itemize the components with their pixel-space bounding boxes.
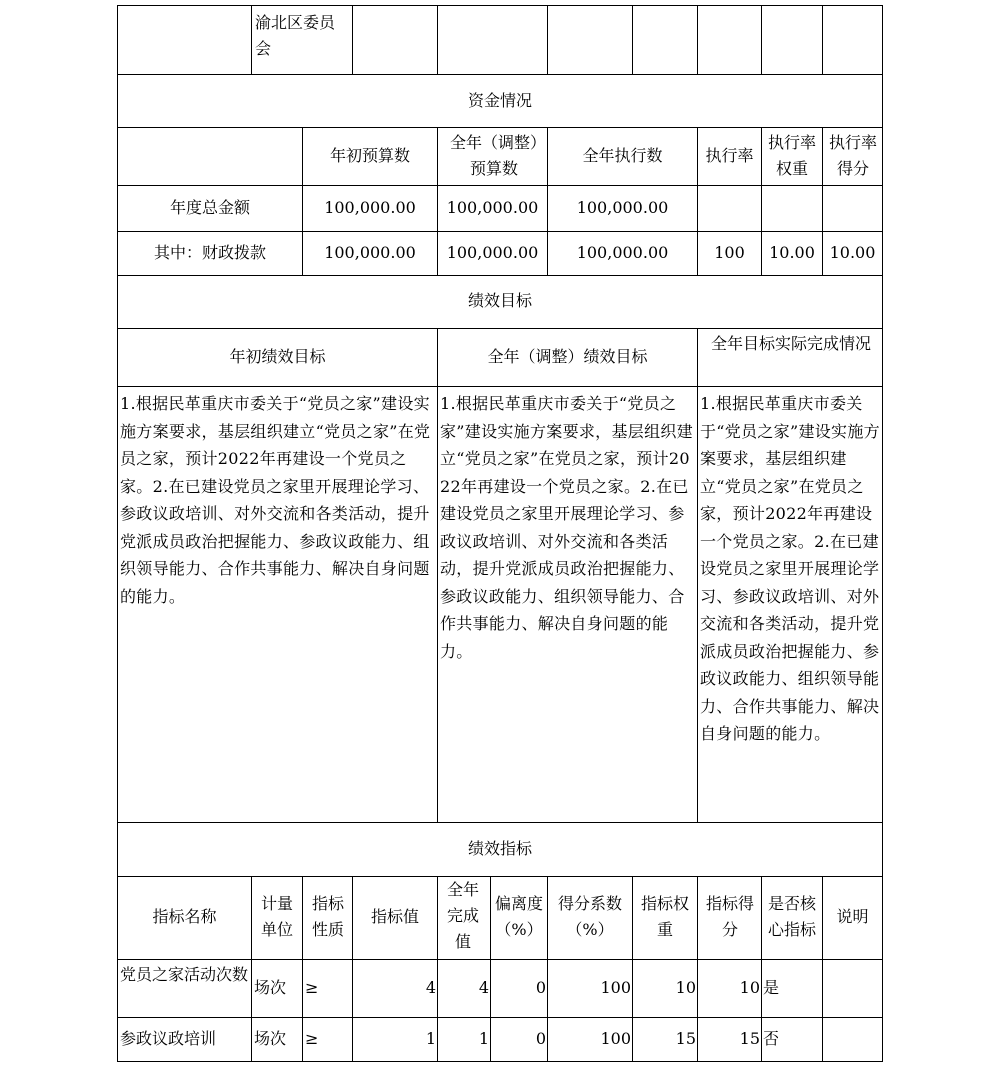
header-executed: 全年执行数 (582, 146, 663, 165)
funding-row-adjusted: 100,000.00 (446, 243, 539, 262)
ind-row-completed: 4 (478, 978, 489, 997)
header-initial-budget: 年初预算数 (329, 146, 410, 165)
header-exec-rate: 执行率 (705, 146, 754, 165)
goals-header-initial: 年初绩效目标 (229, 347, 326, 366)
ind-row-score: 10 (739, 978, 760, 997)
ind-header-core: 是否核心指标 (767, 894, 816, 939)
funding-row-initial: 100,000.00 (324, 198, 416, 217)
ind-header-completed: 全年完成值 (446, 880, 479, 951)
funding-row-adjusted: 100,000.00 (446, 198, 539, 217)
header-rate-weight: 执行率权重 (767, 133, 816, 178)
ind-row-completed: 1 (478, 1029, 489, 1048)
ind-row-weight: 10 (675, 978, 696, 997)
ind-row-nature: ≥ (305, 978, 319, 997)
ind-row-value: 1 (425, 1029, 436, 1048)
ind-header-deviation: 偏离度（%） (494, 894, 543, 939)
funding-row-initial: 100,000.00 (324, 243, 416, 262)
goals-header-actual: 全年目标实际完成情况 (710, 334, 871, 353)
ind-row-score: 15 (739, 1029, 760, 1048)
funding-row-executed: 100,000.00 (576, 243, 669, 262)
ind-row-value: 4 (425, 978, 436, 997)
funding-row-weight: 10.00 (769, 243, 815, 262)
funding-section-title: 资金情况 (467, 91, 532, 110)
ind-header-coef: 得分系数（%） (557, 894, 622, 939)
funding-row-label: 年度总金额 (169, 198, 250, 217)
goals-header-adjusted: 全年（调整）绩效目标 (487, 347, 648, 366)
ind-row-nature: ≥ (305, 1029, 319, 1048)
ind-header-value: 指标值 (370, 907, 419, 926)
ind-row-name: 党员之家活动次数 (120, 965, 249, 984)
ind-header-score: 指标得分 (705, 894, 754, 939)
ind-header-name: 指标名称 (152, 907, 217, 926)
goals-section-title: 绩效目标 (467, 291, 532, 310)
ind-row-core: 否 (763, 1029, 780, 1048)
ind-header-weight: 指标权重 (640, 894, 689, 939)
goals-actual-text: 1.根据民革重庆市委关于“党员之家”建设实施方案要求，基层组织建立“党员之家”在党员之家，预计2022年再建设一个党员之家。2.在已建设党员之家里开展理论学习、参政议政培训、对外交流和各类活动，提升党派成员政治把握能力、参政议政能力、组织领导能力、合作共事能力、解决自身问题的能力。 (700, 394, 880, 743)
goals-adjusted-text: 1.根据民革重庆市委关于“党员之家”建设实施方案要求，基层组织建立“党员之家”在党员之家，预计2022年再建设一个党员之家。2.在已建设党员之家里开展理论学习、参政议政培训、对外交流和各类活动，提升党派成员政治把握能力、参政议政能力、组织领导能力、合作共事能力、解决自身问题的能力。 (440, 394, 693, 661)
org-name-cell: 渝北区委员会 (255, 13, 336, 58)
ind-row-coef: 100 (600, 978, 631, 997)
funding-row-score: 10.00 (829, 243, 876, 262)
funding-row-label: 其中：财政拨款 (153, 243, 266, 262)
ind-header-unit: 计量单位 (260, 894, 293, 939)
ind-row-unit: 场次 (254, 1029, 287, 1048)
ind-row-unit: 场次 (254, 978, 287, 997)
ind-row-coef: 100 (600, 1029, 631, 1048)
ind-row-deviation: 0 (535, 1029, 546, 1048)
ind-row-deviation: 0 (535, 978, 546, 997)
funding-row-executed: 100,000.00 (576, 198, 669, 217)
ind-header-nature: 指标性质 (311, 894, 344, 939)
header-adjusted-budget: 全年（调整）预算数 (449, 133, 538, 178)
header-rate-score: 执行率得分 (828, 133, 877, 178)
goals-initial-text: 1.根据民革重庆市委关于“党员之家”建设实施方案要求，基层组织建立“党员之家”在党员之家，预计2022年再建设一个党员之家。2.在已建设党员之家里开展理论学习、参政议政培训、对外交流和各类活动，提升党派成员政治把握能力、参政议政能力、组织领导能力、合作共事能力、解决自身问题的能力。 (120, 394, 431, 606)
ind-row-name: 参政议政培训 (120, 1029, 217, 1048)
ind-header-note: 说明 (836, 907, 869, 926)
indicators-section-title: 绩效指标 (467, 839, 532, 858)
ind-row-weight: 15 (675, 1029, 696, 1048)
ind-row-core: 是 (763, 978, 780, 997)
funding-row-rate: 100 (714, 243, 745, 262)
